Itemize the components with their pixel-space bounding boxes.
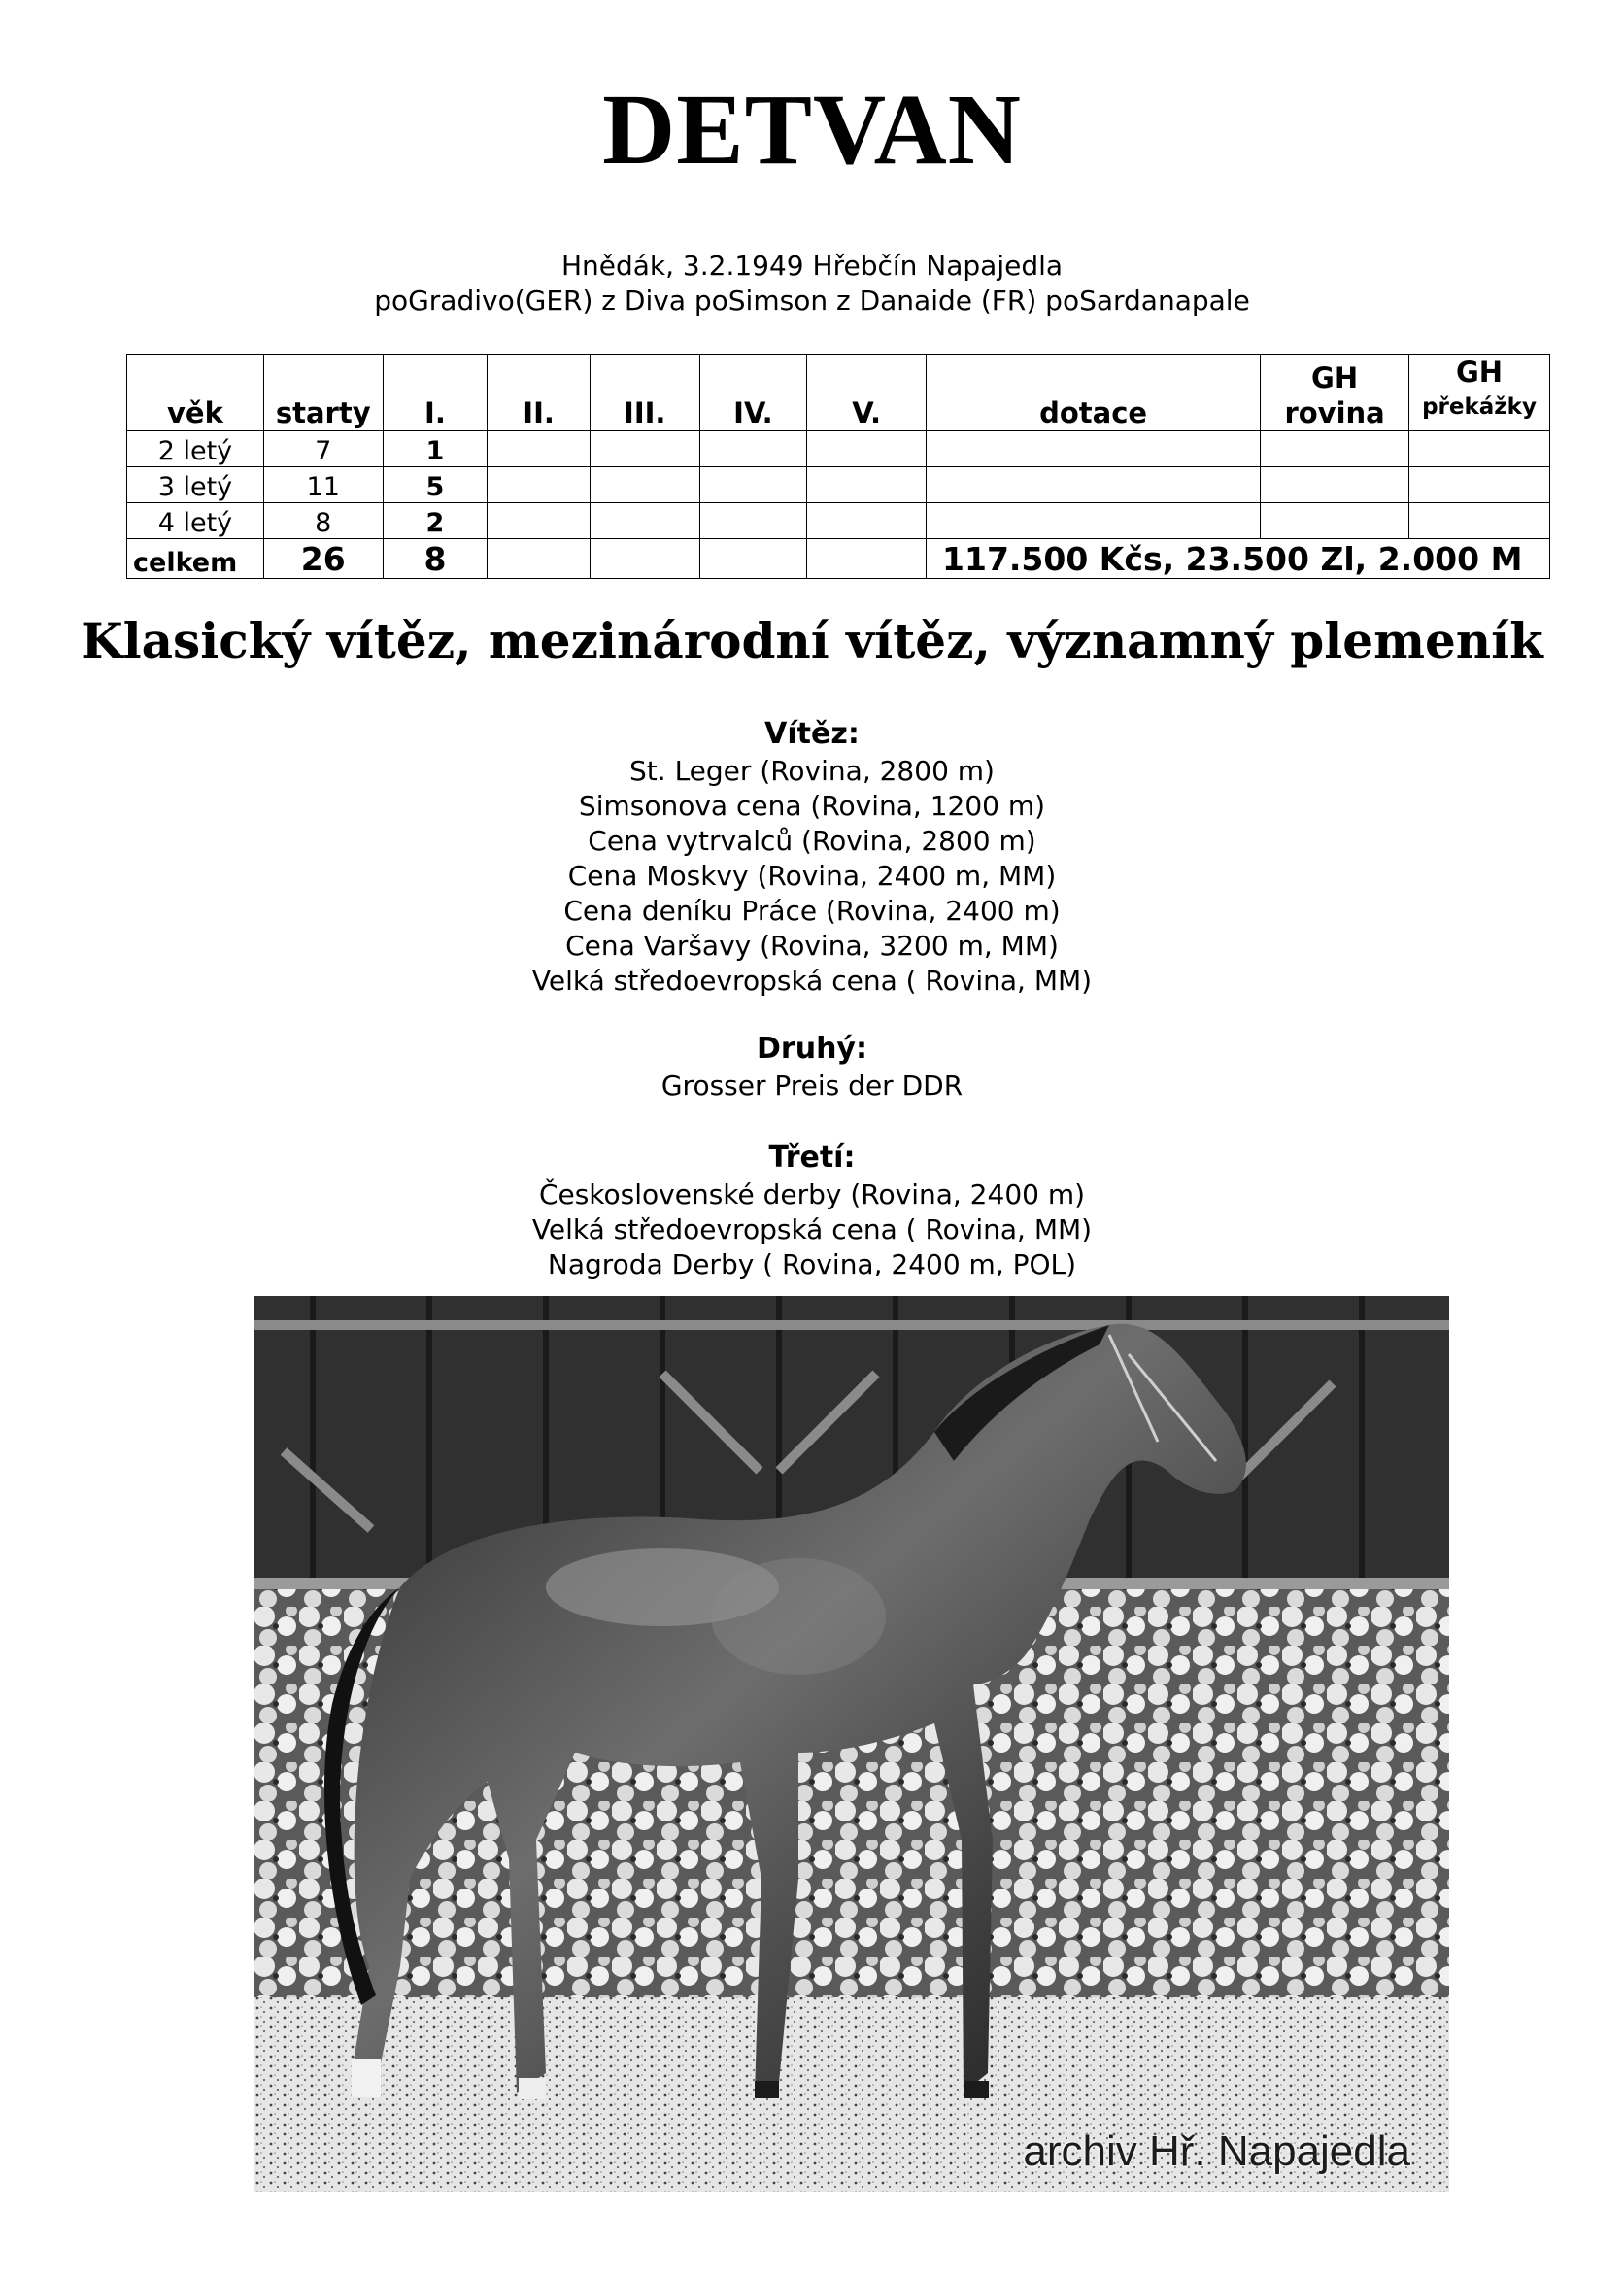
list-item: Nagroda Derby ( Rovina, 2400 m, POL)	[547, 1248, 1077, 1280]
horse-photo-image	[254, 1296, 1449, 2192]
row-first: 2	[383, 503, 488, 539]
table-row	[127, 503, 1550, 539]
list-item: Simsonova cena (Rovina, 1200 m)	[578, 790, 1046, 822]
list-item: Cena deníku Práce (Rovina, 2400 m)	[563, 895, 1061, 927]
row-starts: 8	[263, 503, 383, 539]
winner-section	[0, 715, 1624, 999]
header-third: III.	[590, 355, 699, 431]
list-item: Velká středoevropská cena ( Rovina, MM)	[531, 1213, 1093, 1245]
horse-photo	[254, 1296, 1449, 2192]
table-header-row	[127, 355, 1550, 431]
row-starts: 11	[263, 467, 383, 503]
total-first: 8	[383, 539, 488, 579]
row-first: 5	[383, 467, 488, 503]
header-fifth: V.	[807, 355, 927, 431]
header-starts: starty	[263, 355, 383, 431]
header-gh-flat-bottom: rovina	[1284, 396, 1385, 429]
second-heading: Druhý:	[757, 1032, 867, 1066]
list-item: St. Leger (Rovina, 2800 m)	[629, 755, 995, 787]
header-fourth: IV.	[699, 355, 807, 431]
total-prize: 117.500 Kčs, 23.500 Zl, 2.000 M	[927, 539, 1550, 579]
header-age: věk	[127, 355, 264, 431]
header-prize: dotace	[927, 355, 1261, 431]
header-gh-flat-top: GH	[1311, 361, 1359, 394]
headline: Klasický vítěz, mezinárodní vítěz, významný plemeník	[81, 612, 1543, 669]
list-item: Velká středoevropská cena ( Rovina, MM)	[531, 965, 1093, 997]
row-starts: 7	[263, 431, 383, 467]
row-age: 4 letý	[127, 503, 264, 539]
table-row	[127, 431, 1550, 467]
row-age: 3 letý	[127, 467, 264, 503]
third-heading: Třetí:	[768, 1140, 856, 1174]
row-first: 1	[383, 431, 488, 467]
subtitle-line-1: Hnědák, 3.2.1949 Hřebčín Napajedla	[560, 250, 1064, 282]
total-starts: 26	[263, 539, 383, 579]
header-gh-jump-bottom: překážky	[1422, 394, 1537, 420]
page-title: DETVAN	[602, 74, 1022, 186]
third-place-section	[0, 1139, 1624, 1282]
table-row	[127, 467, 1550, 503]
header-first: I.	[383, 355, 488, 431]
photo-caption: archiv Hř. Napajedla	[1023, 2127, 1410, 2175]
header-second: II.	[488, 355, 591, 431]
list-item: Cena Moskvy (Rovina, 2400 m, MM)	[567, 860, 1057, 892]
pedigree-line: poGradivo(GER) z Diva poSimson z Danaide (FR) poSardanapale	[374, 285, 1250, 317]
list-item: Cena vytrvalců (Rovina, 2800 m)	[588, 825, 1036, 857]
list-item: Grosser Preis der DDR	[660, 1070, 964, 1102]
list-item: Československé derby (Rovina, 2400 m)	[538, 1178, 1086, 1210]
header-gh-jump	[1409, 355, 1550, 431]
row-age: 2 letý	[127, 431, 264, 467]
table-total-row	[127, 539, 1550, 579]
second-place-section	[0, 1030, 1624, 1104]
header-gh-flat	[1261, 355, 1409, 431]
header-gh-jump-top: GH	[1455, 356, 1504, 389]
total-label: celkem	[127, 539, 264, 579]
race-stats-table	[126, 354, 1550, 579]
list-item: Cena Varšavy (Rovina, 3200 m, MM)	[565, 930, 1059, 962]
winner-heading: Vítěz:	[764, 717, 860, 751]
